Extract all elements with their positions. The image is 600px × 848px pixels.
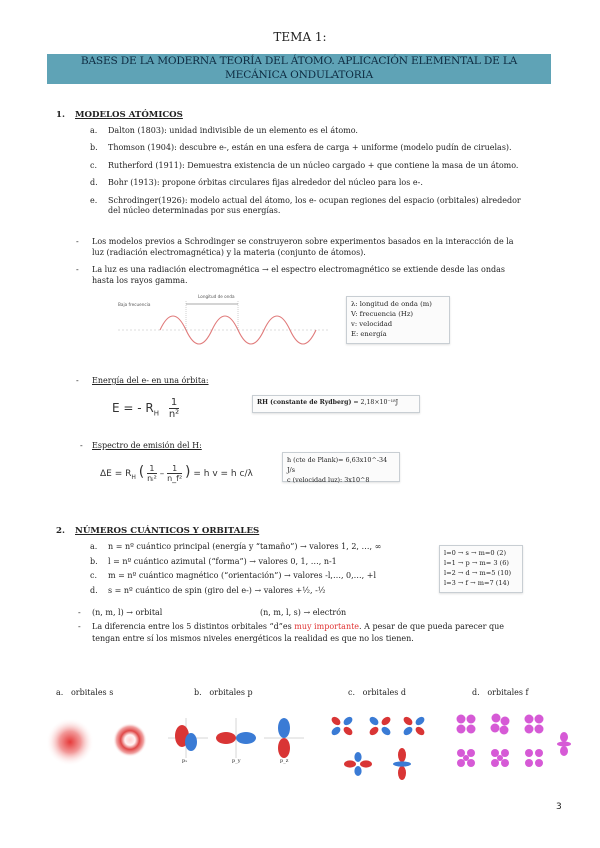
planck-line: c (velocidad luz): 3x10^8 (287, 476, 370, 484)
list-letter: d. (90, 178, 98, 187)
f-orbital-illustration (452, 710, 576, 780)
wave-legend-box (346, 296, 450, 344)
list-letter: a. (90, 126, 98, 135)
formula-denominator: nᵢ² (147, 474, 157, 483)
rydberg-name: RH (constante de Rydberg) (257, 399, 352, 406)
formula-numerator: 1 (167, 464, 182, 474)
list-letter: c. (90, 161, 98, 170)
orbital-label-f (472, 688, 529, 697)
wavelength-label: Longitud de onda (198, 294, 235, 299)
formula-lhs: E = - R (112, 401, 154, 415)
orbital-definition: (n, m, l) → orbital (92, 608, 163, 617)
dash-bullet: - (78, 622, 81, 631)
legend-line: v: velocidad (351, 320, 393, 328)
quantum-l-table (439, 545, 523, 593)
page-number: 3 (556, 802, 562, 812)
orbital-label-text: orbitales s (70, 688, 114, 697)
spectrum-label: Espectro de emisión del H: (92, 441, 202, 450)
list-item-continuation: del núcleo determinadas por sus energías. (108, 206, 281, 215)
dash-bullet: - (76, 237, 79, 246)
section-1-number: 1. (56, 110, 65, 120)
highlight-text: muy importante (294, 622, 360, 631)
orbital-letter: c. (348, 688, 356, 697)
section-2-title: NÚMEROS CUÁNTICOS Y ORBITALES (75, 526, 260, 536)
banner-line-2: MECÁNICA ONDULATORIA (225, 69, 373, 81)
dash-bullet: - (80, 441, 83, 450)
paragraph-text: La diferencia entre los 5 distintos orbitales “d”es (92, 622, 295, 631)
formula-minus: – (159, 469, 165, 479)
paragraph-line: La luz es una radiación electromagnética → el espectro electromagnético se extiende desde las ondas (92, 265, 505, 274)
l-table-row: l=1 → p → m= 3 (6) (444, 559, 509, 567)
s-orbital-illustration (38, 712, 162, 768)
banner-line-1: BASES DE LA MODERNA TEORÍA DEL ÁTOMO. APLICACIÓN ELEMENTAL DE LA (80, 55, 518, 67)
chapter-banner (47, 54, 551, 84)
legend-line: λ: longitud de onda (m) (351, 300, 432, 308)
formula-subscript: H (131, 473, 136, 481)
formula-numerator: 1 (170, 397, 178, 408)
orbital-letter: b. (194, 688, 202, 697)
paragraph-text: . A pesar de que pueda parecer que (359, 622, 504, 631)
energy-label: Energía del e- en una órbita: (92, 376, 209, 385)
section-1-title: MODELOS ATÓMICOS (75, 110, 183, 120)
orbital-label-text: orbitales p (209, 688, 253, 697)
l-table-row: l=3 → f → m=7 (14) (444, 579, 510, 587)
rydberg-box (252, 395, 420, 413)
d-orbital-illustration (322, 706, 438, 786)
formula-subscript: H (153, 409, 160, 418)
dash-bullet: - (76, 265, 79, 274)
paragraph-line: Los modelos previos a Schrodinger se construyeron sobre experimentos basados en la interacción de la (92, 237, 514, 246)
list-letter: b. (90, 143, 98, 152)
paragraph-line: tengan entre sí los mismos niveles energéticos la realidad es que no los tienen. (92, 634, 414, 643)
list-item: m = nº cuántico magnético (“orientación”) → valores -l,…, 0,…, +l (108, 571, 377, 580)
orbital-label-s (56, 688, 113, 697)
list-item: Dalton (1803): unidad indivisible de un elemento es el átomo. (108, 126, 358, 135)
energy-formula (112, 397, 179, 420)
spectrum-formula: $\Delta E = R_H$ ( $\frac{1}{\text{nᵢ²}}$ – $\frac{1}{\text{n\_f²}}$ ) = h v = h c/λ (100, 464, 253, 483)
page-title: TEMA 1: (273, 30, 327, 44)
l-table-row: l=0 → s → m=0 (2) (444, 549, 507, 557)
orbital-label-text: orbitales d (362, 688, 407, 697)
list-item: l = nº cuántico azimutal (“forma”) → valores 0, 1, …, n-1 (108, 557, 337, 566)
dash-bullet: - (78, 608, 81, 617)
legend-line: E: energía (351, 330, 387, 338)
list-letter: d. (90, 586, 98, 595)
list-item: Thomson (1904): descubre e-, están en una esfera de carga + uniforme (modelo pudín de ciruelas). (108, 143, 512, 152)
planck-line: h (cte de Plank)= 6,63x10^-34 J/s (287, 456, 388, 474)
rydberg-value: = 2,18×10⁻¹⁸J (351, 399, 399, 406)
list-item: n = nº cuántico principal (energía y “tamaño”) → valores 1, 2, …, ∞ (108, 542, 382, 551)
electron-definition: (n, m, l, s) → electrón (260, 608, 347, 617)
formula-denominator: n² (168, 409, 180, 420)
list-item: Schrodinger(1926): modelo actual del átomo, los e- ocupan regiones del espacio (orbitales) alrededor (108, 196, 521, 205)
p-orbital-illustration (164, 712, 308, 768)
orbital-label-p (194, 688, 253, 697)
section-2-number: 2. (56, 526, 65, 536)
p-orbital-label: pₓ (182, 758, 188, 764)
list-letter: b. (90, 557, 98, 566)
list-item: s = nº cuántico de spin (giro del e-) → valores +½, -½ (108, 586, 326, 595)
orbital-label-d (348, 688, 406, 697)
list-item: Bohr (1913): propone órbitas circulares fijas alrededor del núcleo para los e-. (108, 178, 423, 187)
low-frequency-label: Baja frecuencia (118, 302, 151, 307)
dash-bullet: - (76, 376, 79, 385)
list-item: Rutherford (1911): Demuestra existencia de un núcleo cargado + que contiene la masa de un átomo. (108, 161, 519, 170)
planck-box (282, 452, 400, 482)
paragraph-line: hasta los rayos gamma. (92, 276, 188, 285)
p-orbital-label: p_y (232, 758, 241, 764)
paragraph-line (92, 622, 504, 632)
list-letter: e. (90, 196, 98, 205)
legend-line: V: frecuencia (Hz) (351, 310, 414, 318)
l-table-row: l=2 → d → m=5 (10) (444, 569, 512, 577)
list-letter: a. (90, 542, 98, 551)
formula-lhs: ΔE = R (100, 469, 132, 479)
wave-diagram (118, 290, 328, 356)
orbital-letter: d. (472, 688, 480, 697)
formula-rhs: = h v = h c/λ (193, 469, 253, 479)
p-orbital-label: p_z (280, 758, 289, 764)
list-letter: c. (90, 571, 98, 580)
orbital-label-text: orbitales f (487, 688, 529, 697)
formula-denominator: n_f² (167, 474, 183, 483)
formula-numerator: 1 (147, 464, 157, 474)
orbital-letter: a. (56, 688, 64, 697)
paragraph-line: luz (radiación electromagnética) y la materia (conjunto de átomos). (92, 248, 366, 257)
